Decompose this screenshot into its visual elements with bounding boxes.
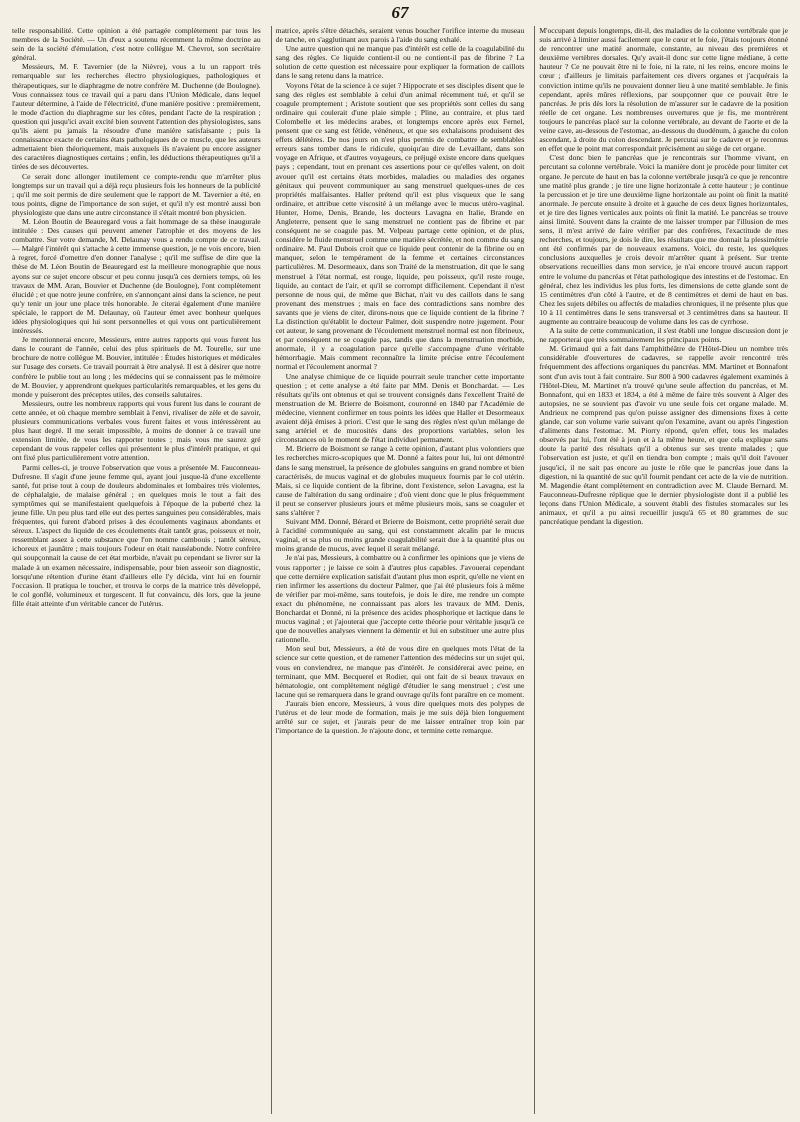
column-left: [8, 26, 265, 1114]
article-paragraph: matrice, après s'être détachés, seraient venus boucher l'orifice interne du museau de tanche, en s'agglutinant aux parois à l'aide du sang exhalé.: [275, 26, 525, 45]
article-paragraph: M. Brierre de Boismont se range à cette opinion, d'autant plus volontiers que les recherches micro-scopiques que M. Donné a faites pour lui, lui ont démontré dans le sang menstruel, la présence de globules sanguins en grand nombre et bien caractérisés, de mucus vaginal et de globules muqueux fournis par le col utérin. Mais, si ce liquide contient de la fibrine, dont l'existence, selon Lavagna, est la cause de l'altération du sang ordinaire ; d'où vient donc que le plus fréquemment il peut se conserver plusieurs jours et même plusieurs mois, sans se coaguler et sans s'altérer ?: [275, 444, 525, 517]
article-paragraph: M'occupant depuis longtemps, dit-il, des maladies de la colonne vertébrale que je suis arrivé à limiter aussi facilement que le cœur et le foie, j'étais toujours étonné de rencontrer une matité anormale, constante, au niveau des premières et deuxième vertèbres dorsales. Qu'y avait-il donc sur cette ligne médiane, à cette hauteur ? Ce ne pouvait être ni le foie, ni la rate, ni les reins, encore moins le cœur ; d'ailleurs je limitais parfaitement ces divers organes et j'acquérais la conviction intime qu'ils ne pouvaient donner lieu à une matité semblable. Je finis cependant, après mûres réflexions, par soupçonner que ce pouvait être le pancréas. Je pris dès lors la résolution de m'assurer sur le cadavre de la position réelle de cet organe. Les nombreuses ouvertures que je fis, me montrèrent toujours le pancréas placé sur la colonne vertébrale, au devant de l'aorte et de la veine cave, au-dessous de l'estomac, au-dessous du duodénum, à gauche du colon ascendant, à droite du colon descendant. Je percutai sur le cadavre et je reconnus en effet que le point mat correspondait précisément au siège de cet organe.: [539, 26, 789, 154]
article-paragraph: Je n'ai pas, Messieurs, à combattre ou à confirmer les opinions que je viens de vous rapporter ; je laisse ce soin à d'autres plus capables. J'avouerai cependant que cette dernière explication satisfait d'autant plus mon esprit, qu'elle ne vient en rien infirmer les assertions du docteur Palmer, que j'ai été plusieurs fois à même de vérifier par moi-même, sans toutefois, je dois le dire, me rendre un compte exact du phénomène, ne connaissant pas alors les travaux de MM. Denis, Bonchardat et Donné, ni la présence des acides phosphorique et lactique dans le mucus vaginal ; et j'ajouterai que j'accepte cette théorie pour véritable jusqu'à ce que de nouvelles analyses viennent la démentir et lui en substituer une autre plus rationnelle.: [275, 553, 525, 645]
article-paragraph: telle responsabilité. Cette opinion a été partagée complètement par tous les membres de la Société. — Un d'eux a soutenu récemment la même doctrine au sein de la société d'émulation, c'est notre collègue M. Chevrot, son secrétaire général.: [12, 26, 261, 63]
page-number: 67: [391, 3, 409, 22]
article-paragraph: Une analyse chimique de ce liquide pourrait seule trancher cette importante question ; et cette analyse a été faite par MM. Denis et Bonchardat. — Les résultats qu'ils ont obtenus et qui se trouvent consignés dans l'excellent Traité de menstruation de M. Brierre de Boismont, couronné en 1840 par l'Académie de médecine, viennent confirmer en tous points les idées que Haller et Desormeaux avaient déjà émises à priori. C'est que le sang des règles n'est qu'un mélange de sang artériel et de mucosités dans des proportions variables, selon les circonstances où le moment de l'état individuel permanent.: [275, 371, 525, 445]
article-paragraph: Parmi celles-ci, je trouve l'observation que vous a présentée M. Fauconneau-Dufresne. Il s'agit d'une jeune femme qui, ayant joui jusque-là d'une excellente santé, fut prise tout à coup de douleurs abdominales et lombaires très violentes, de céphalalgie, de malaise général ; en quelques mois le tout a fait des symptômes qui se manifestaient quelquefois à l'époque de la puberté chez la jeune fille. Un peu plus tard elle eut des pertes sanguines peu considérables, mais fréquentes, qui furent d'abord prises à des écoulements vaginaux abondants et séreux. L'aspect du liquide de ces écoulements était tantôt gras, poisseux et noir, ressemblant assez à cette substance que l'on nomme cambouis ; tantôt séreux, ichoreux et jaunâtre ; mais toujours l'odeur en était nauséabonde. Notre confrère qui soupçonnait la cause de cet état morbide, n'avait pu cependant se livrer sur la malade à un examen nécessaire, indispensable, pour bien asseoir son diagnostic, lorsqu'une rétention d'urine étant d'ailleurs elle l'y décida, vint lui en fournir l'occasion. Il pratiqua le toucher, et trouva le corps de la matrice très développé, le col gonflé, volumineux et turgescent. Il fut convaincu, dès lors, que la jeune fille était atteinte d'un véritable cancer de l'utérus.: [12, 462, 261, 608]
article-paragraph: M. Grimaud qui a fait dans l'amphithéâtre de l'Hôtel-Dieu un nombre très considérable d'ouvertures de cadavres, se rappelle avoir rencontré très fréquemment des affections organiques du pancréas. MM. Martinet et Bonnafont sont d'un avis tout à fait contraire. Sur 800 à 900 cadavres également examinés à l'Hôtel-Dieu, M. Martinet n'a trouvé qu'une seule affection du pancréas, et M. Bonnafont, qui en 1833 et 1834, a été à même de faire très souvent à Alger des autopsies, ne se souvient pas d'avoir vu une seule fois cet organe malade. M. Andrieux ne comprend pas qu'on puisse assigner des dimensions fixes à cette glande, car son volume varie suivant qu'on l'examine, avant ou après l'ingestion d'aliments dans l'estomac. M. Piorry répond, qu'en effet, tous les malades observés par lui, l'ont été à jeun et à la même heure, et que cela explique sans doute la parité des résultats qu'il a obtenus sur ses trente malades ; que l'observation est juste, et qu'il en tiendra bon compte ; mais qu'il doit l'avouer jusqu'ici, il ne sait pas encore au juste le rôle que le pancréas joue dans la digestion, ni la quantité de suc qu'il fournit pendant cet acte de la vie de nutrition. M. Magendie étant complètement en contradiction avec M. Claude Bernard. M. Fauconneau-Dufresne réplique que le dernier physiologiste dont il a publié les leçons dans l'Union Médicale, a souvent établi des fistules stomacales sur les animaux, et qu'il a pu ainsi recueillir jusqu'à 65 et 80 grammes de suc pancréatique pendant la digestion.: [539, 344, 789, 527]
article-paragraph: Je mentionnerai encore, Messieurs, entre autres rapports qui vous furent lus dans le courant de l'année, celui des plus spirituels de M. Tourelle, sur une brochure de notre collègue M. Bouvier, intitulée : Études historiques et médicales sur l'usage des corsets. Ce travail pourrait à être analysé. Il est à désirer que notre confrère le publie tout au long ; les médecins qui se connaissent pas le mémoire de M. Bouvier, y apprendront quelques particularités remarquables, et les gens du monde y puiseront des préceptes utiles, des conseils salutaires.: [12, 335, 261, 399]
column-middle: [271, 26, 529, 1114]
article-paragraph: Une autre question qui ne manque pas d'intérêt est celle de la coagulabilité du sang des règles. Ce liquide contient-il ou ne contient-il pas de fibrine ? La solution de cette question est nécessaire pour expliquer la formation de caillots dans le sang retenu dans la matrice.: [275, 44, 525, 81]
article-paragraph: C'est donc bien le pancréas que je rencontrais sur l'homme vivant, en percutant sa colonne vertébrale. Voici la manière dont je procède pour limiter cet organe. Je percute de haut en bas la colonne vertébrale jusqu'à ce que je rencontre une matité plus grande ; je tire une ligne horizontale à cette hauteur ; je continue la percussion et je tire une deuxième ligne horizontale au point où finit la matité anormale. Je percute ensuite à droite et à gauche de ces deux lignes horizontales, et je tire des lignes verticales aux points où finit la matité. Le pancréas se trouve ainsi limité. Souvent dans la crainte de me laisser tromper par l'illusion de mes sens, il m'est arrivé de faire vérifier par des confrères, l'exactitude de mes recherches, et toujours, je dois le dire, les résultats que me donnait la plessimétrie ont été confirmés par de nouveaux examens. Voici, du reste, les quelques conclusions auxquelles je crois devoir m'arrêter quant à présent. Sur trente observations recueillies dans mon service, je n'ai encore trouvé aucun rapport entre le volume du pancréas et l'état pathologique des intestins et de l'estomac. En général, chez les individus les plus forts, les dimensions de cette glande sont de 15 centimètres d'un côté à l'autre, et de 8 centimètres et demi de haut en bas. Chez les sujets débiles ou affectés de maladies chroniques, il ne présente plus que 10 à 11 centimètres dans le sens transversal et 3 centimètres dans sa hauteur. Il augmente au contraire beaucoup de volume dans les cas de cyrrhose.: [539, 153, 789, 326]
article-paragraph: Messieurs, outre les nombreux rapports qui vous furent lus dans le courant de cette année, et où chaque membre semblait à l'envi, rivaliser de zèle et de savoir, plusieurs communications verbales vous furent faites et vous intéressèrent au plus haut degré. Il me serait impossible, à moins de donner à ce travail une extension limitée, de vous les rapporter toutes ; mais vous me saurez gré cependant de vous rappeler celles qui présentent le plus d'intérêt pratique, et qui ont fixé plus particulièrement votre attention.: [12, 398, 261, 463]
article-paragraph: Suivant MM. Donné, Bérard et Brierre de Boismont, cette propriété serait due à l'acidité communiquée au sang, qui est constamment alcalin par le mucus vaginal, et sa plus ou moins grande coagulabilité serait due à la quantité plus ou moins grande de mucus, avec lequel il serait mélangé.: [275, 517, 525, 554]
column-right: [534, 26, 792, 1114]
article-paragraph: M. Léon Boutin de Beauregard vous a fait hommage de sa thèse inaugurale intitulée : Des causes qui peuvent amener l'atrophie et des moyens de les combattre. Sur votre demande, M. Delaunay vous a rendu compte de ce travail. — Malgré l'intérêt qui s'attache à cette immense question, je ne vois encore, bien à regret, forcé d'omettre d'en donner l'analyse ; qu'il me suffise de dire que la thèse de M. Léon Boutin de Beauregard est la meilleure monographie que nous ayons sur ce sujet encore obscur et peu connu jusqu'à ces derniers temps, où les travaux de MM. Aran, Bouvier et Duchenne (de Boulogne), l'ont complètement élucidé ; et que notre jeune confrère, en s'annonçant ainsi dans la science, ne peut qu'y tenir un jour une place très honorable. Je citerai également d'une manière spéciale, le rapport de M. Delaunay, où l'auteur émet avec bonheur quelques idées physiologiques qui lui sont personnelles et qui vous ont particulièrement intéressés.: [12, 216, 261, 336]
article-paragraph: J'aurais bien encore, Messieurs, à vous dire quelques mots des polypes de l'utérus et de leur mode de formation, mais je me suis déjà bien longuement arrêté sur ce sujet, et j'aurais peur de me laisser entraîner trop loin par l'importance de la question. Je n'ajoute donc, et termine cette remarque.: [275, 698, 525, 736]
article-paragraph: A la suite de cette communication, il s'est établi une longue discussion dont je ne rapporterai que très sommairement les principaux points.: [539, 326, 789, 345]
text-columns: [8, 26, 792, 1114]
article-paragraph: Mon seul but, Messieurs, a été de vous dire en quelques mots l'état de la science sur cette question, et de ramener l'attention des médecins sur un sujet qui, vous en conviendrez, ne manque pas d'intérêt. Je considérerai avec peine, en terminant, que MM. Becquerel et Rodier, qui ont fait de si beaux travaux en hématologie, ont complètement négligé d'étudier le sang menstruel ; c'est une lacune qui se remarquera dans le grand ouvrage qu'ils font paraître en ce moment.: [275, 644, 525, 699]
article-paragraph: Voyons l'état de la science à ce sujet ? Hippocrate et ses disciples disent que le sang des règles est semblable à celui d'un animal récemment tué, et qu'il se coagule promptement ; Aristote soutient que ses propriétés sont celles du sang ordinaire qui coulerait d'une plaie simple ; Pline, au contraire, et plus tard Colombelle et les médecins arabes, et longtemps encore après eux Fernel, pensent que ce sang est fétide, vénéneux, et que ses exhalaisons produisent des effets délétères. De nos jours on n'est plus permis de combattre de semblables erreurs sans tomber dans le ridicule, quoiqu'au dire de Levaillant, dans son voyage en Afrique, et d'autres voyageurs, ce préjugé existe encore dans quelques pays ; cependant, tout en prenant ces assertions pour ce qu'elles valent, on doit avouer qu'il est certains états morbides, maladies ou maladies des organes génitaux qui peuvent communiquer au sang menstruel quelques-unes de ces propriétés malfaisantes. Haller prétend qu'il est plus visqueux que le sang ordinaire, et attribue cette viscosité à un mélange avec le mucus utéro-vaginal. Hunter, Home, Denis, Brande, les docteurs Lavagna en Italie, Brande en Angleterre, pensent que le sang menstruel ne contient pas de fibrine et par conséquent ne se coagule pas. M. Velpeau partage cette opinion, et de plus, considère le fluide menstruel comme une matière sécrétée, et non comme du sang ordinaire. M. Paul Dubois croit que ce liquide peut contenir de la fibrine ou en manquer, selon le tempérament de la femme et certaines circonstances particulières. M. Desormeaux, dans son Traité de la menstruation, dit que le sang menstruel à l'état normal, est rouge, liquide, peu poisseux, qu'il reste rouge, liquide, au contact de l'air, et qu'il se corrompt difficilement. Cependant il n'est personne de nous qui, de même que Bichat, n'ait vu des caillots dans le sang provenant des menstrues ; mais en face des contradictions sans nombre des savants que je viens de citer, dirons-nous que ce liquide contient de la fibrine ? La distinction qu'établit le docteur Palmer, doit suspendre notre jugement. Pour cet auteur, le sang provenant de l'écoulement menstruel normal est non fibrineux, et par conséquent ne se coagule pas, tandis que dans la menstruation morbide, anormale, il y a coagulation parce qu'elle s'accompagne d'une véritable hémorrhagie. Mais comment reconnaître la limite précise entre l'écoulement normal et l'écoulement anormal ?: [275, 80, 525, 372]
article-paragraph: Ce serait donc allonger inutilement ce compte-rendu que m'arrêter plus longtemps sur un travail qui a déjà reçu plusieurs fois les honneurs de la publicité ; qu'il me soit permis de dire seulement que le rapport de M. Tavernier a été, en tous points, digne de l'importance de son sujet, et qu'il n'y est montré aussi bon physiologiste que dans une autre circonstance il s'était montré bon physicien.: [12, 171, 261, 217]
article-paragraph: Messieurs, M. F. Tavernier (de la Nièvre), vous a lu un rapport très remarquable sur les recherches électro physiologiques, pathologiques et thérapeutiques, sur le diaphragme de notre confrère M. Duchenne (de Boulogne). Vous connaissez tous ce travail qui a paru dans l'Union Médicale, dans lequel l'auteur détermine, à l'aide de l'électricité, d'une manière positive : premièrement, le mode d'action du diaphragme sur les côtes, pendant l'acte de la respiration ; question qui jusqu'ici avait excité bien souvent l'attention des physiologistes, sans qu'ils aient pu jamais la résoudre d'une manière satisfaisante ; puis la connaissance exacte de certains états pathologiques de ce muscle, que les auteurs admettaient bien théoriquement, mais auxquels ils n'avaient pu encore assigner des caractères diagnostiques certains ; enfin, les déductions thérapeutiques qu'il a tirées de ses découvertes.: [12, 62, 261, 172]
